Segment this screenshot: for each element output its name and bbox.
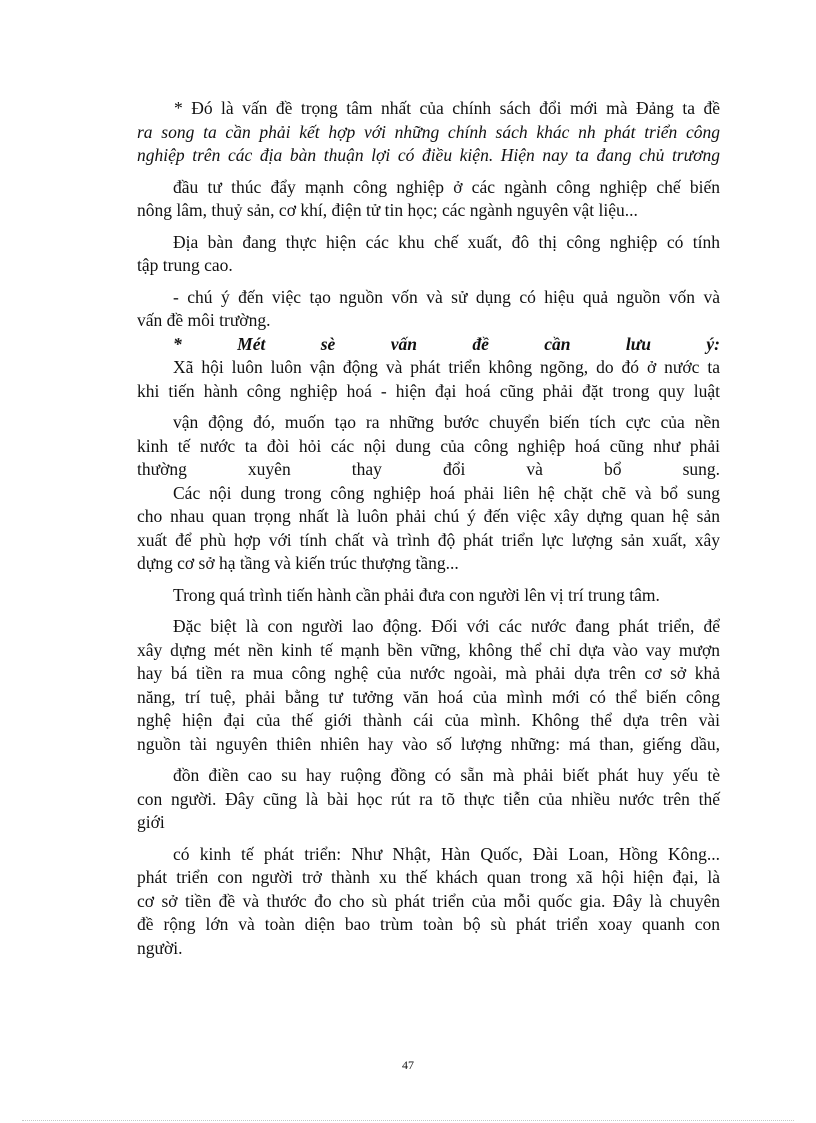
text-line: năng, trí tuệ, phải bằng tư tưởng văn hoá của mình mới có thể biến công xyxy=(137,686,720,707)
text-line: tập trung cao. xyxy=(137,255,233,275)
page-number: 47 xyxy=(402,1058,414,1072)
text-line: đồn điền cao su hay ruộng đồng có sẵn mà phải biết phát huy yếu tè xyxy=(173,765,720,785)
text-line: xây dựng mét nền kinh tế mạnh bền vững, không thể chỉ dựa vào vay mượn xyxy=(137,639,720,660)
text-line: ra song ta cần phải kết hợp với những chính sách khác nh phát triển công xyxy=(137,121,720,142)
text-line: vận động đó, muốn tạo ra những bước chuyển biến tích cực của nền xyxy=(173,412,720,432)
text-line: - chú ý đến việc tạo nguồn vốn và sử dụng có hiệu quả nguồn vốn và xyxy=(173,286,720,307)
section-heading: * Mét sè vấn đề cần lưu ý: xyxy=(173,333,720,354)
text-line: nghệ hiện đại của thế giới thành cái của mình. Không thể dựa trên vài xyxy=(137,710,720,730)
text-line: hay bá tiền ra mua công nghệ của nước ngoài, mà phải dựa trên cơ sở khả xyxy=(137,663,720,683)
text-line: khi tiến hành công nghiệp hoá - hiện đại hoá cũng phải đặt trong quy luật xyxy=(137,380,720,401)
text-line: con người. Đây cũng là bài học rút ra tõ thực tiễn của nhiều nước trên thế xyxy=(137,788,720,809)
text-line: Trong quá trình tiến hành cần phải đưa con người lên vị trí trung tâm. xyxy=(173,584,660,605)
text-line: có kinh tế phát triển: Như Nhật, Hàn Quốc, Đài Loan, Hồng Kông... xyxy=(173,843,720,864)
text-line: xuất để phù hợp với tính chất và trình độ phát triển lực lượng sản xuất, xây xyxy=(137,529,720,550)
text-line: nguồn tài nguyên thiên nhiên hay vào số lượng những: má than, giếng dầu, xyxy=(137,733,720,754)
text-line: vấn đề môi trường. xyxy=(137,310,271,330)
text-line: đề rộng lớn và toàn diện bao trùm toàn bộ sù phát triển xoay quanh con xyxy=(137,914,720,934)
text-line: * Đó là vấn đề trọng tâm nhất của chính sách đổi mới mà Đảng ta đề xyxy=(174,98,720,118)
text-line: cho nhau quan trọng nhất là luôn phải chú ý đến việc xây dựng quan hệ sản xyxy=(137,506,720,526)
text-line: phát triển con người trở thành xu thế khách quan trong xã hội hiện đại, là xyxy=(137,867,720,887)
text-line: người. xyxy=(137,937,183,958)
text-line: dựng cơ sở hạ tầng và kiến trúc thượng tầng... xyxy=(137,553,459,573)
text-line: Địa bàn đang thực hiện các khu chế xuất, đô thị công nghiệp có tính xyxy=(173,231,720,252)
text-line: đầu tư thúc đẩy mạnh công nghiệp ở các ngành công nghiệp chế biến xyxy=(173,176,720,197)
text-line: Xã hội luôn luôn vận động và phát triển không ngõng, do đó ở nước ta xyxy=(173,357,720,377)
footer-divider xyxy=(22,1120,794,1121)
text-line: giới xyxy=(137,812,165,832)
body-text xyxy=(137,97,720,960)
text-line: Đặc biệt là con người lao động. Đối với các nước đang phát triển, để xyxy=(173,616,720,636)
text-line: cơ sở tiền đề và thước đo cho sù phát triển của mỗi quốc gia. Đây là chuyên xyxy=(137,890,720,911)
text-line: nghiệp trên các địa bàn thuận lợi có điều kiện. Hiện nay ta đang chủ trương xyxy=(137,145,720,165)
text-line: Các nội dung trong công nghiệp hoá phải liên hệ chặt chẽ và bổ sung xyxy=(173,482,720,503)
text-line: nông lâm, thuỷ sản, cơ khí, điện tử tin học; các ngành nguyên vật liệu... xyxy=(137,200,638,220)
text-line: thường xuyên thay đổi và bổ sung. xyxy=(137,459,720,479)
text-line: kinh tế nước ta đòi hỏi các nội dung của công nghiệp hoá cũng như phải xyxy=(137,435,720,456)
